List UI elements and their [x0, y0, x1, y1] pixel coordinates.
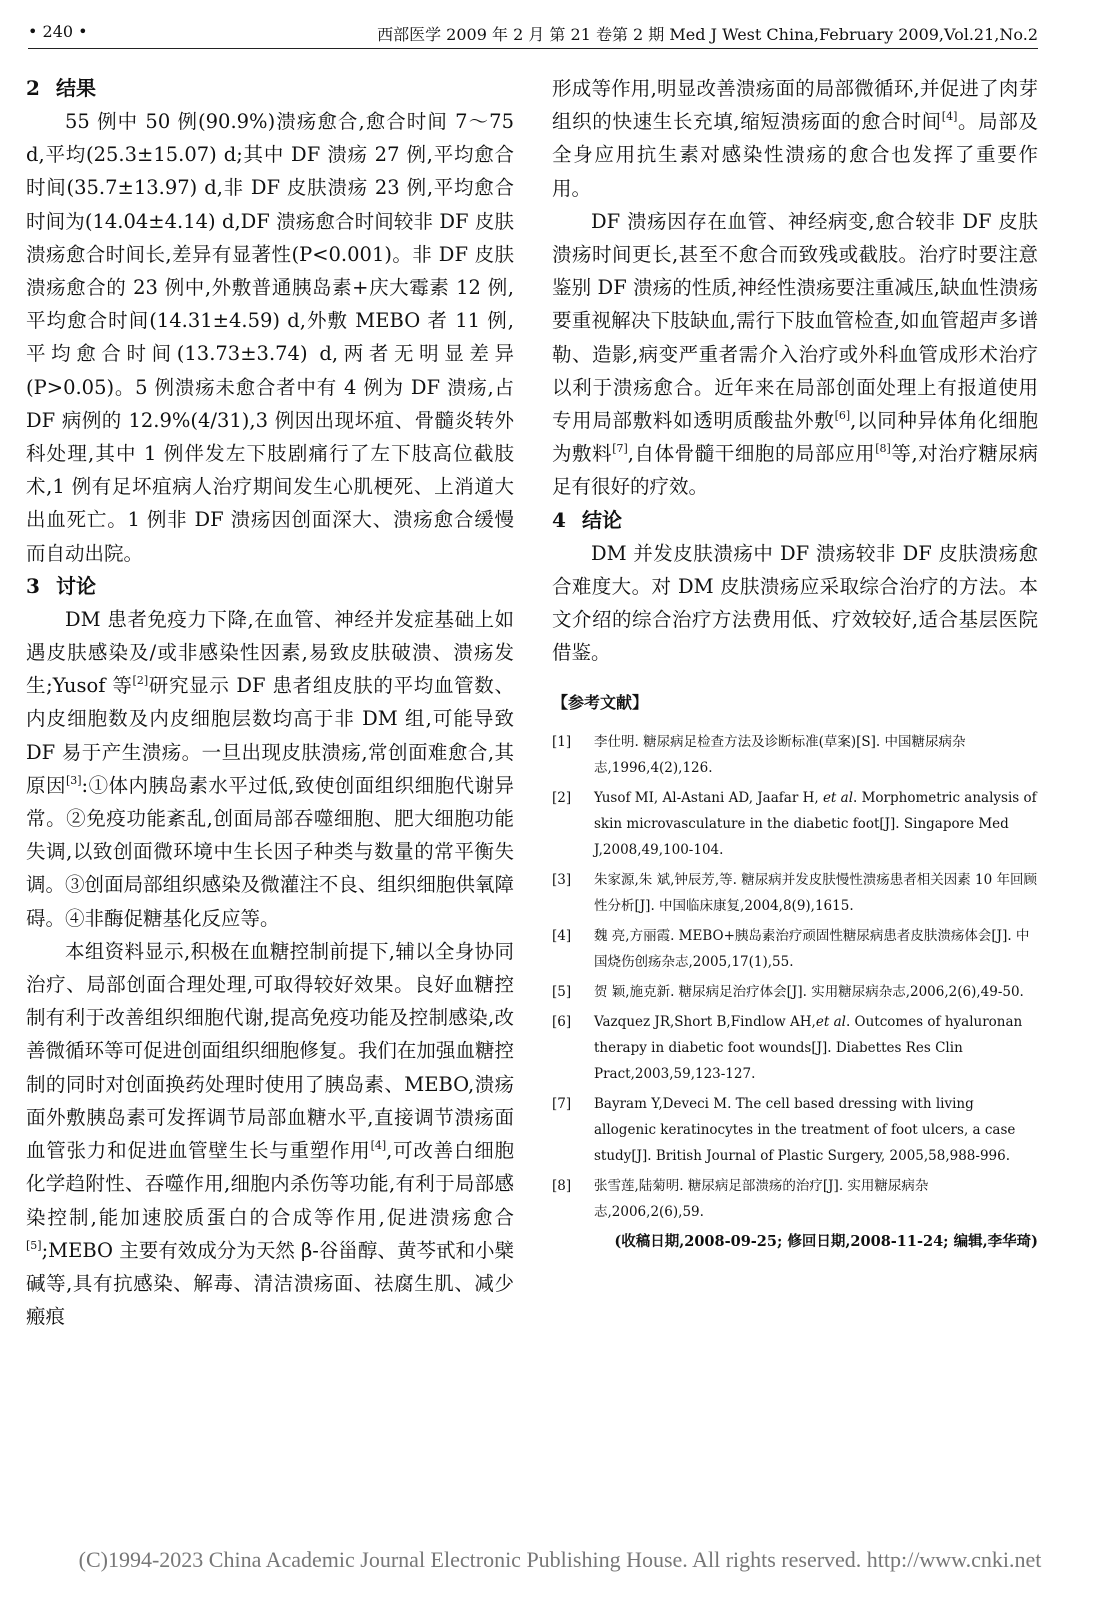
text-run: 。局部及全身应用抗生素对感染性溃疡的愈合也发挥了重要作用。 [552, 110, 1038, 200]
reference-text: . Morphometric analysis of skin microvasculature in the diabetic foot[J]. Singapore Med J,2008,49,100-104. [594, 790, 1037, 859]
citation-marker: [4] [941, 110, 958, 124]
reference-number: [2] [552, 790, 572, 807]
left-column [26, 72, 514, 1333]
section-heading-conclusion [552, 504, 1038, 537]
reference-list [552, 729, 1038, 1225]
reference-etal: et al [815, 1014, 846, 1031]
section-heading-results [26, 72, 514, 105]
reference-text: . Outcomes of hyaluronan therapy in diabetic foot wounds[J]. Diabettes Res Clin Pract,2003,59,123-127. [594, 1014, 1023, 1083]
reference-number: [3] [552, 872, 572, 889]
text-run: ,自体骨髓干细胞的局部应用 [627, 442, 876, 466]
conclusion-paragraph: DM 并发皮肤溃疡中 DF 溃疡较非 DF 皮肤溃疡愈合难度大。对 DM 皮肤溃疡应采取综合治疗的方法。本文介绍的综合治疗方法费用低、疗效较好,适合基层医院借鉴。 [552, 541, 1038, 665]
section-number: 4 [552, 507, 566, 532]
reference-text: 张雪莲,陆菊明. 糖尿病足部溃疡的治疗[J]. 实用糖尿病杂志,2006,2(6),59. [594, 1178, 929, 1221]
discussion-paragraph-1 [26, 603, 514, 935]
section-title: 结论 [582, 507, 622, 532]
section-heading-discussion [26, 570, 514, 603]
discussion-paragraph-2 [26, 935, 514, 1333]
reference-item [552, 729, 1038, 781]
text-run: :①体内胰岛素水平过低,致使创面组织细胞代谢异常。②免疫功能紊乱,创面局部吞噬细胞、肥大细胞功能失调,以致创面微环境中生长因子种类与数量的常平衡失调。③创面局部组织感染及微灌注不良、组织细胞供氧障碍。④非酶促糖基化反应等。 [26, 773, 514, 930]
section-number: 3 [26, 573, 40, 598]
citation-marker: [8] [875, 442, 891, 456]
right-column [552, 72, 1038, 1255]
reference-item [552, 1091, 1038, 1169]
text-run: 等,对治疗糖尿病足有很好的疗效。 [552, 442, 1038, 499]
text-run: DF 溃疡因存在血管、神经病变,愈合较非 DF 皮肤溃疡时间更长,甚至不愈合而致残或截肢。治疗时要注意鉴别 DF 溃疡的性质,神经性溃疡要注重减压,缺血性溃疡要重视解决下肢缺血,需行下肢血管检查,如血管超声多谱勒、造影,病变严重者需介入治疗或外科血管成形术治疗以利于溃疡愈合。近年来在局部创面处理上有报道使用专用局部敷料如透明质酸盐外敷 [552, 209, 1038, 433]
reference-item [552, 1173, 1038, 1225]
citation-marker: [4] [370, 1139, 387, 1153]
text-run: DM 患者免疫力下降,在血管、神经并发症基础上如遇皮肤感染及/或非感染性因素,易致皮肤破溃、溃疡发生;Yusof 等 [26, 607, 514, 698]
text-run: 形成等作用,明显改善溃疡面的局部微循环,并促进了肉芽组织的快速生长充填,缩短溃疡面的愈合时间 [552, 77, 1038, 134]
page-number: • 240 • [28, 22, 88, 41]
reference-number: [8] [552, 1178, 572, 1195]
reference-text: Yusof MI, Al-Astani AD, Jaafar H, [594, 790, 823, 807]
reference-text: 朱家源,朱 斌,钟辰芳,等. 糖尿病并发皮肤慢性溃疡患者相关因素 10 年回顾性分析[J]. 中国临床康复,2004,8(9),1615. [594, 872, 1038, 915]
citation-marker: [6] [834, 409, 851, 423]
text-run: 本组资料显示,积极在血糖控制前提下,辅以全身协同治疗、局部创面合理处理,可取得较好效果。良好血糖控制有利于改善组织细胞代谢,提高免疫功能及控制感染,改善微循环等可促进创面组织细胞修复。我们在加强血糖控制的同时对创面换药处理时使用了胰岛素、MEBO,溃疡面外敷胰岛素可发挥调节局部血糖水平,直接调节溃疡面血管张力和促进血管壁生长与重塑作用 [26, 939, 514, 1163]
reference-item [552, 867, 1038, 919]
citation-marker: [2] [132, 674, 149, 688]
reference-item [552, 979, 1038, 1005]
copyright-footer: (C)1994-2023 China Academic Journal Electronic Publishing House. All rights reserved. http://www.cnki.net [78, 1547, 1042, 1572]
reference-item [552, 785, 1038, 863]
section-number: 2 [26, 76, 40, 100]
reference-item [552, 1009, 1038, 1087]
citation-marker: [7] [612, 442, 628, 456]
text-run: ,以同种异体角化细胞为敷料 [552, 409, 1038, 466]
reference-number: [6] [552, 1014, 572, 1031]
section-title: 讨论 [56, 573, 96, 598]
reference-text: 李仕明. 糖尿病足检查方法及诊断标准(草案)[S]. 中国糖尿病杂志,1996,4(2),126. [594, 734, 966, 777]
reference-number: [1] [552, 734, 572, 751]
reference-text: 魏 亮,方丽霞. MEBO+胰岛素治疗顽固性糖尿病患者皮肤溃疡体会[J]. 中国烧伤创疡杂志,2005,17(1),55. [594, 928, 1030, 971]
reference-text: 贺 颖,施克新. 糖尿病足治疗体会[J]. 实用糖尿病杂志,2006,2(6),49-50. [594, 984, 1024, 1001]
reference-etal: et al [822, 790, 854, 807]
text-run: ,可改善白细胞化学趋附性、吞噬作用,细胞内杀伤等功能,有利于局部感染控制,能加速胶质蛋白的合成等作用,促进溃疡愈合 [26, 1139, 514, 1229]
discussion-paragraph-3 [552, 205, 1038, 504]
reference-number: [5] [552, 984, 572, 1001]
reference-number: [4] [552, 928, 572, 945]
text-run: ;MEBO 主要有效成分为天然 β-谷甾醇、黄芩甙和小檗碱等,具有抗感染、解毒、清洁溃疡面、祛腐生肌、减少瘢痕 [26, 1238, 514, 1329]
running-header [28, 18, 1038, 49]
discussion-paragraph-2-continued [552, 72, 1038, 205]
text-run: 研究显示 DF 患者组皮肤的平均血管数、内皮细胞数及内皮细胞层数均高于非 DM 组,可能导致 DF 易于产生溃疡。一旦出现皮肤溃疡,常创面难愈合,其原因 [26, 674, 514, 797]
journal-citation: 西部医学 2009 年 2 月 第 21 卷第 2 期 Med J West China,February 2009,Vol.21,No.2 [377, 25, 1038, 44]
citation-marker: [3] [65, 773, 82, 787]
section-title: 结果 [56, 76, 96, 100]
reference-text: Vazquez JR,Short B,Findlow AH, [594, 1014, 816, 1031]
reference-number: [7] [552, 1096, 572, 1113]
received-dates: (收稿日期,2008-09-25; 修回日期,2008-11-24; 编辑,李华琦) [614, 1233, 1038, 1251]
reference-item [552, 923, 1038, 975]
results-paragraph: 55 例中 50 例(90.9%)溃疡愈合,愈合时间 7～75 d,平均(25.3±15.07) d;其中 DF 溃疡 27 例,平均愈合时间(35.7±13.97) d,非 DF 皮肤溃疡 23 例,平均愈合时间为(14.04±4.14) d,DF 溃疡愈合时间较非 DF 皮肤溃疡愈合时间长,差异有显著性(P<0.001)。非 DF 皮肤溃疡愈合的 23 例中,外敷普通胰岛素+庆大霉素 12 例,平均愈合时间(14.31±4.59) d,外敷 MEBO 者 11 例,平均愈合时间(13.73±3.74) d,两者无明显差异(P>0.05)。5 例溃疡未愈合者中有 4 例为 DF 溃疡,占 DF 病例的 12.9%(4/31),3 例因出现坏疽、骨髓炎转外科处理,其中 1 例伴发左下肢剧痛行了左下肢高位截肢术,1 例有足坏疽病人治疗期间发生心肌梗死、上消道大出血死亡。1 例非 DF 溃疡因创面深大、溃疡愈合缓慢而自动出院。 [26, 110, 514, 565]
citation-marker: [5] [26, 1238, 42, 1252]
reference-text: Bayram Y,Deveci M. The cell based dressing with living allogenic keratinocytes in the treatment of foot ulcers, a case study[J]. British Journal of Plastic Surgery, 2005,58,988-996. [594, 1096, 1016, 1165]
references-heading: 【参考文献】 [552, 693, 649, 713]
